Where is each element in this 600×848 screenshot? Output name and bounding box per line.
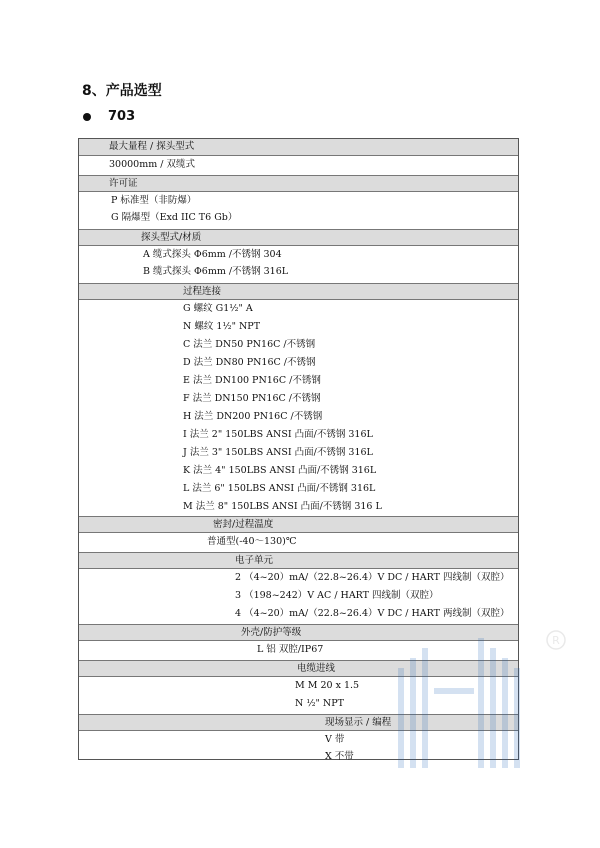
option-row: P 标准型（非防爆） (111, 195, 197, 206)
option-row: 30000mm / 双缆式 (109, 159, 195, 170)
header-label: 电缆进线 (297, 663, 336, 674)
option-row: 4 （4~20）mA/（22.8~26.4）V DC / HART 两线制（双腔） (235, 608, 510, 619)
bullet-icon (83, 113, 91, 121)
watermark-logo-icon (368, 628, 568, 768)
header-label: 探头型式/材质 (141, 232, 202, 243)
header-label: 最大量程 / 探头型式 (109, 141, 195, 152)
model-code: 703 (108, 109, 136, 124)
option-row: N ½" NPT (295, 698, 344, 709)
option-row: C 法兰 DN50 PN16C /不锈钢 (183, 339, 316, 350)
section-title: 8、产品选型 (82, 83, 162, 99)
option-row: J 法兰 3" 150LBS ANSI 凸面/不锈钢 316L (183, 447, 373, 458)
option-row: M M 20 x 1.5 (295, 680, 360, 691)
option-row: 2 （4~20）mA/（22.8~26.4）V DC / HART 四线制（双腔） (235, 572, 510, 583)
option-row: L 法兰 6" 150LBS ANSI 凸面/不锈钢 316L (183, 483, 376, 494)
option-row: F 法兰 DN150 PN16C /不锈钢 (183, 393, 321, 404)
header-license (79, 175, 518, 192)
header-seal-temperature (79, 516, 518, 533)
option-row: M 法兰 8" 150LBS ANSI 凸面/不锈钢 316 L (183, 501, 382, 512)
option-row: A 缆式探头 Φ6mm /不锈钢 304 (143, 249, 282, 260)
option-row: X 不带 (325, 751, 354, 762)
option-row: E 法兰 DN100 PN16C /不锈钢 (183, 375, 321, 386)
header-process-connection (79, 283, 518, 300)
option-row: G 螺纹 G1½" A (183, 303, 253, 314)
header-electronics (79, 552, 518, 569)
option-row: N 螺纹 1½" NPT (183, 321, 261, 332)
svg-text:R: R (552, 634, 560, 647)
option-row: L 铝 双腔/IP67 (257, 644, 324, 655)
header-range (79, 139, 518, 156)
header-label: 外壳/防护等级 (241, 627, 302, 638)
option-row: 3 （198~242）V AC / HART 四线制（双腔） (235, 590, 439, 601)
header-probe (79, 229, 518, 246)
header-label: 过程连接 (183, 286, 222, 297)
header-label: 现场显示 / 编程 (325, 717, 392, 728)
header-label: 电子单元 (235, 555, 274, 566)
option-row: V 带 (325, 734, 345, 745)
option-row: I 法兰 2" 150LBS ANSI 凸面/不锈钢 316L (183, 429, 373, 440)
option-row: G 隔爆型（Exd IIC T6 Gb） (111, 212, 238, 223)
header-label: 许可证 (109, 178, 138, 189)
option-row: B 缆式探头 Φ6mm /不锈钢 316L (143, 266, 289, 277)
header-label: 密封/过程温度 (213, 519, 274, 530)
option-row: 普通型(-40～130)℃ (207, 536, 297, 547)
option-row: H 法兰 DN200 PN16C /不锈钢 (183, 411, 323, 422)
option-row: D 法兰 DN80 PN16C /不锈钢 (183, 357, 316, 368)
option-row: K 法兰 4" 150LBS ANSI 凸面/不锈钢 316L (183, 465, 377, 476)
